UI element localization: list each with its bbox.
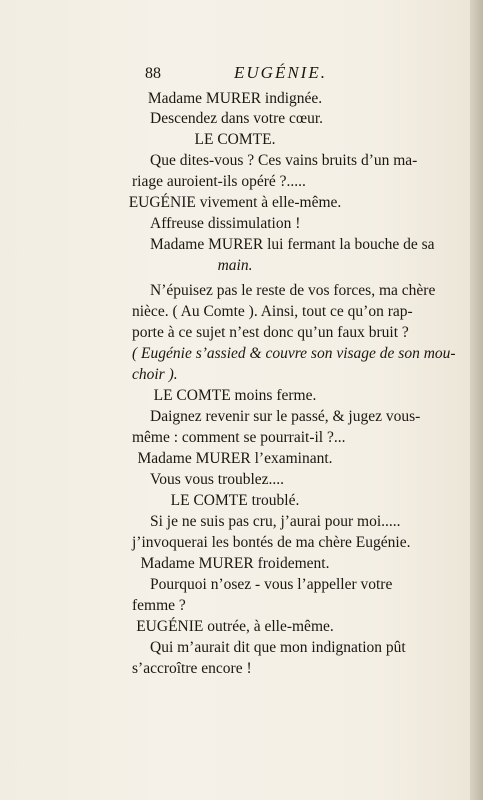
dialogue-line: Pourquoi n’osez - vous l’appeller votre [150, 576, 393, 593]
dialogue-line: s’accroître encore ! [132, 660, 252, 677]
stage-direction: choir ). [132, 366, 178, 383]
dialogue-line: porte à ce sujet n’est donc qu’un faux bruit ? [132, 324, 409, 341]
dialogue-line: Qui m’aurait dit que mon indignation pût [150, 639, 406, 656]
dialogue-line: N’épuisez pas le reste de vos forces, ma chère [150, 282, 436, 299]
speaker-line: LE COMTE. [194, 131, 276, 148]
page-edge [470, 0, 483, 800]
stage-direction: main. [217, 257, 253, 274]
speaker-line: Madame MURER froidement. [140, 555, 330, 572]
dialogue-line: Si je ne suis pas cru, j’aurai pour moi..... [150, 513, 401, 530]
speaker-line [0, 90, 470, 108]
speaker-line: Madame MURER l’examinant. [137, 450, 333, 467]
dialogue-line: Daignez revenir sur le passé, & jugez vous- [150, 408, 421, 425]
dialogue-line: nièce. ( Au Comte ). Ainsi, tout ce qu’on rap- [132, 303, 413, 320]
speaker-line: LE COMTE troublé. [170, 492, 300, 509]
dialogue-line: même : comment se pourrait-il ?... [132, 429, 346, 446]
dialogue-line: j’invoquerai les bontés de ma chère Eugénie. [132, 534, 411, 551]
speaker-line: EUGÉNIE vivement à elle-même. [128, 194, 342, 211]
speaker-line: EUGÉNIE outrée, à elle-même. [136, 618, 334, 635]
dialogue-line: riage auroient-ils opéré ?..... [132, 173, 306, 190]
stage-direction: ( Eugénie s’assied & couvre son visage de son mou- [132, 345, 456, 362]
speaker-line: Madame MURER lui fermant la bouche de sa [150, 236, 435, 253]
running-title: EUGÉNIE. [234, 63, 327, 82]
dialogue-line: Affreuse dissimulation ! [150, 215, 301, 232]
dialogue-line: Que dites-vous ? Ces vains bruits d’un ma- [150, 152, 418, 169]
speaker-name: Madame MURER indignée. [147, 90, 323, 107]
dialogue-line: femme ? [132, 597, 186, 614]
page-number: 88 [145, 65, 161, 82]
speaker-line: LE COMTE moins ferme. [153, 387, 317, 404]
dialogue-line: Descendez dans votre cœur. [150, 110, 324, 127]
dialogue-line: Vous vous troublez.... [150, 471, 285, 488]
